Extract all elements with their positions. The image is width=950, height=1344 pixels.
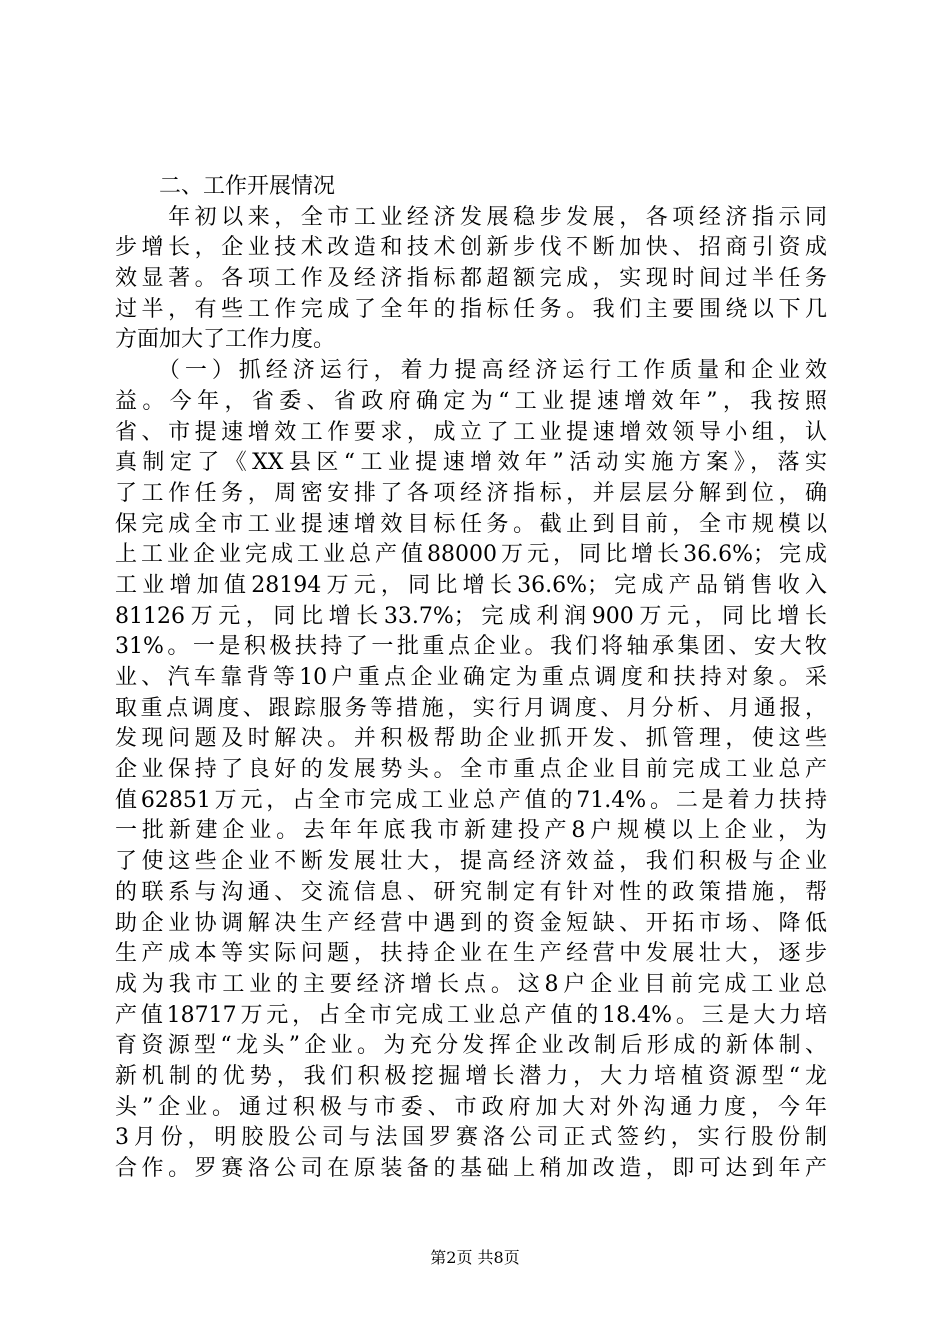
text-line: 益。今年，省委、省政府确定为“工业提速增效年”，我按照 xyxy=(115,388,827,414)
text-line: 业、汽车靠背等10户重点企业确定为重点调度和扶持对象。采 xyxy=(115,665,827,690)
text-line: 头”企业。通过积极与市委、市政府加大对外沟通力度，今年 xyxy=(115,1094,827,1120)
text-line: 企业保持了良好的发展势头。全市重点企业目前完成工业总产 xyxy=(115,757,827,783)
text-line: 助企业协调解决生产经营中遇到的资金短缺、开拓市场、降低 xyxy=(115,910,827,936)
text-line: 81126万元，同比增长33.7%；完成利润900万元，同比增长 xyxy=(115,603,827,629)
text-line: 工业增加值28194万元，同比增长36.6%；完成产品销售收入 xyxy=(115,572,827,598)
text-line: 育资源型“龙头”企业。为充分发挥企业改制后形成的新体制、 xyxy=(115,1033,827,1059)
text-line: 了使这些企业不断发展壮大，提高经济效益，我们积极与企业 xyxy=(115,849,827,875)
text-line: 上工业企业完成工业总产值88000万元，同比增长36.6%；完成 xyxy=(115,542,827,568)
text-line: 成为我市工业的主要经济增长点。这8户企业目前完成工业总 xyxy=(115,971,827,997)
text-line: 产值18717万元，占全市完成工业总产值的18.4%。三是大力培 xyxy=(115,1002,827,1028)
text-line: 方面加大了工作力度。 xyxy=(115,327,336,353)
text-line: 过半，有些工作完成了全年的指标任务。我们主要围绕以下几 xyxy=(115,296,827,322)
page-footer: 第2页 共8页 xyxy=(430,1248,520,1267)
text-line: （一）抓经济运行，着力提高经济运行工作质量和企业效 xyxy=(115,358,827,384)
text-line: 省、市提速增效工作要求，成立了工业提速增效领导小组，认 xyxy=(115,419,827,445)
text-line: 年初以来，全市工业经济发展稳步发展，各项经济指示同 xyxy=(115,204,827,230)
body-text xyxy=(115,172,827,1185)
text-line: 3月份，明胶股公司与法国罗赛洛公司正式签约，实行股份制 xyxy=(115,1125,827,1151)
text-line: 取重点调度、跟踪服务等措施，实行月调度、月分析、月通报， xyxy=(115,695,827,721)
text-line: 二、工作开展情况 xyxy=(115,174,336,199)
text-line: 效显著。各项工作及经济指标都超额完成，实现时间过半任务 xyxy=(115,266,827,292)
text-line: 的联系与沟通、交流信息、研究制定有针对性的政策措施，帮 xyxy=(115,879,827,905)
text-line: 真制定了《XX县区“工业提速增效年”活动实施方案》，落实 xyxy=(115,450,827,476)
text-line: 了工作任务，周密安排了各项经济指标，并层层分解到位，确 xyxy=(115,480,827,506)
text-line: 保完成全市工业提速增效目标任务。截止到目前，全市规模以 xyxy=(115,511,827,537)
text-line: 合作。罗赛洛公司在原装备的基础上稍加改造，即可达到年产 xyxy=(115,1156,827,1181)
text-line: 31%。一是积极扶持了一批重点企业。我们将轴承集团、安大牧 xyxy=(115,634,827,660)
text-line: 新机制的优势，我们积极挖掘增长潜力，大力培植资源型“龙 xyxy=(115,1063,827,1089)
text-line: 值62851万元，占全市完成工业总产值的71.4%。二是着力扶持 xyxy=(115,787,827,813)
text-line: 发现问题及时解决。并积极帮助企业抓开发、抓管理，使这些 xyxy=(115,726,827,752)
text-line: 生产成本等实际问题，扶持企业在生产经营中发展壮大，逐步 xyxy=(115,941,827,967)
text-line: 步增长，企业技术改造和技术创新步伐不断加快、招商引资成 xyxy=(115,235,827,261)
text-line: 一批新建企业。去年年底我市新建投产8户规模以上企业，为 xyxy=(115,818,827,844)
